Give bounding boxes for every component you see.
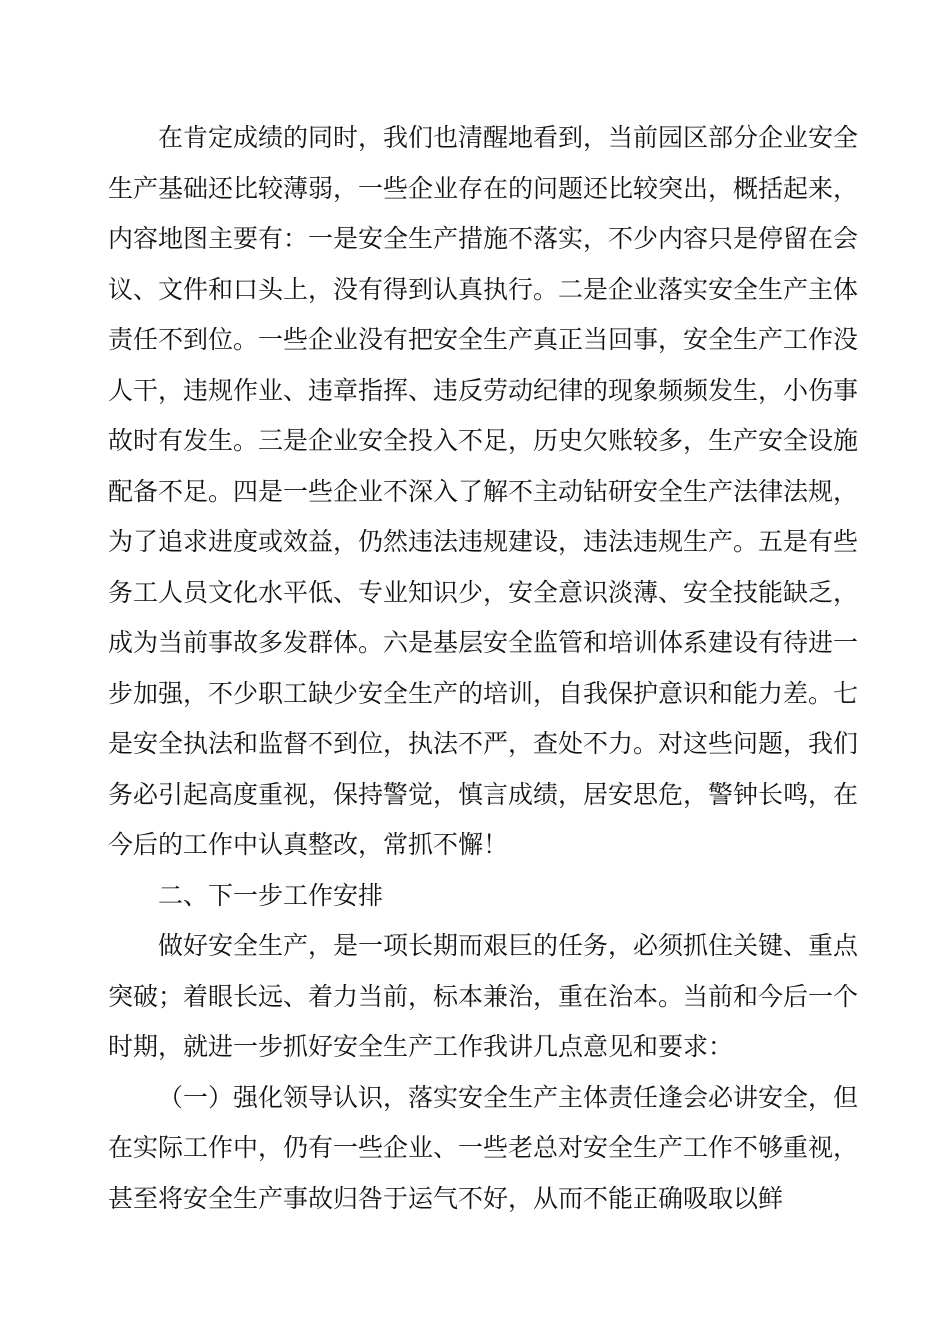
section-heading: 二、下一步工作安排 (158, 880, 384, 910)
paragraph-problems: 在肯定成绩的同时，我们也清醒地看到，当前园区部分企业安全生产基础还比较薄弱，一些企业存在的问题还比较突出，概括起来，内容地图主要有：一是安全生产措施不落实，不少内容只是停留在会议、文件和口头上，没有得到认真执行。二是企业落实安全生产主体责任不到位。一些企业没有把安全生产真正当回事，安全生产工作没人干，违规作业、违章指挥、违反劳动纪律的现象频频发生，小伤事故时有发生。三是企业安全投入不足，历史欠账较多，生产安全设施配备不足。四是一些企业不深入了解不主动钻研安全生产法律法规，为了追求进度或效益，仍然违法违规建设，违法违规生产。五是有些务工人员文化水平低、专业知识少，安全意识淡薄、安全技能缺乏，成为当前事故多发群体。六是基层安全监管和培训体系建设有待进一步加强，不少职工缺少安全生产的培训，自我保护意识和能力差。七是安全执法和监督不到位，执法不严，查处不力。对这些问题，我们务必引起高度重视，保持警觉，慎言成绩，居安思危，警钟长鸣，在今后的工作中认真整改，常抓不懈！ (108, 123, 859, 859)
document-page (108, 113, 858, 1224)
paragraph-arrangement: 做好安全生产，是一项长期而艰巨的任务，必须抓住关键、重点突破；着眼长远、着力当前，标本兼治，重在治本。当前和今后一个时期，就进一步抓好安全生产工作我讲几点意见和要求： (108, 931, 859, 1061)
paragraph-leadership: （一）强化领导认识，落实安全生产主体责任逢会必讲安全，但在实际工作中，仍有一些企业、一些老总对安全生产工作不够重视，甚至将安全生产事故归咎于运气不好，从而不能正确吸取以鲜 (108, 1082, 859, 1213)
